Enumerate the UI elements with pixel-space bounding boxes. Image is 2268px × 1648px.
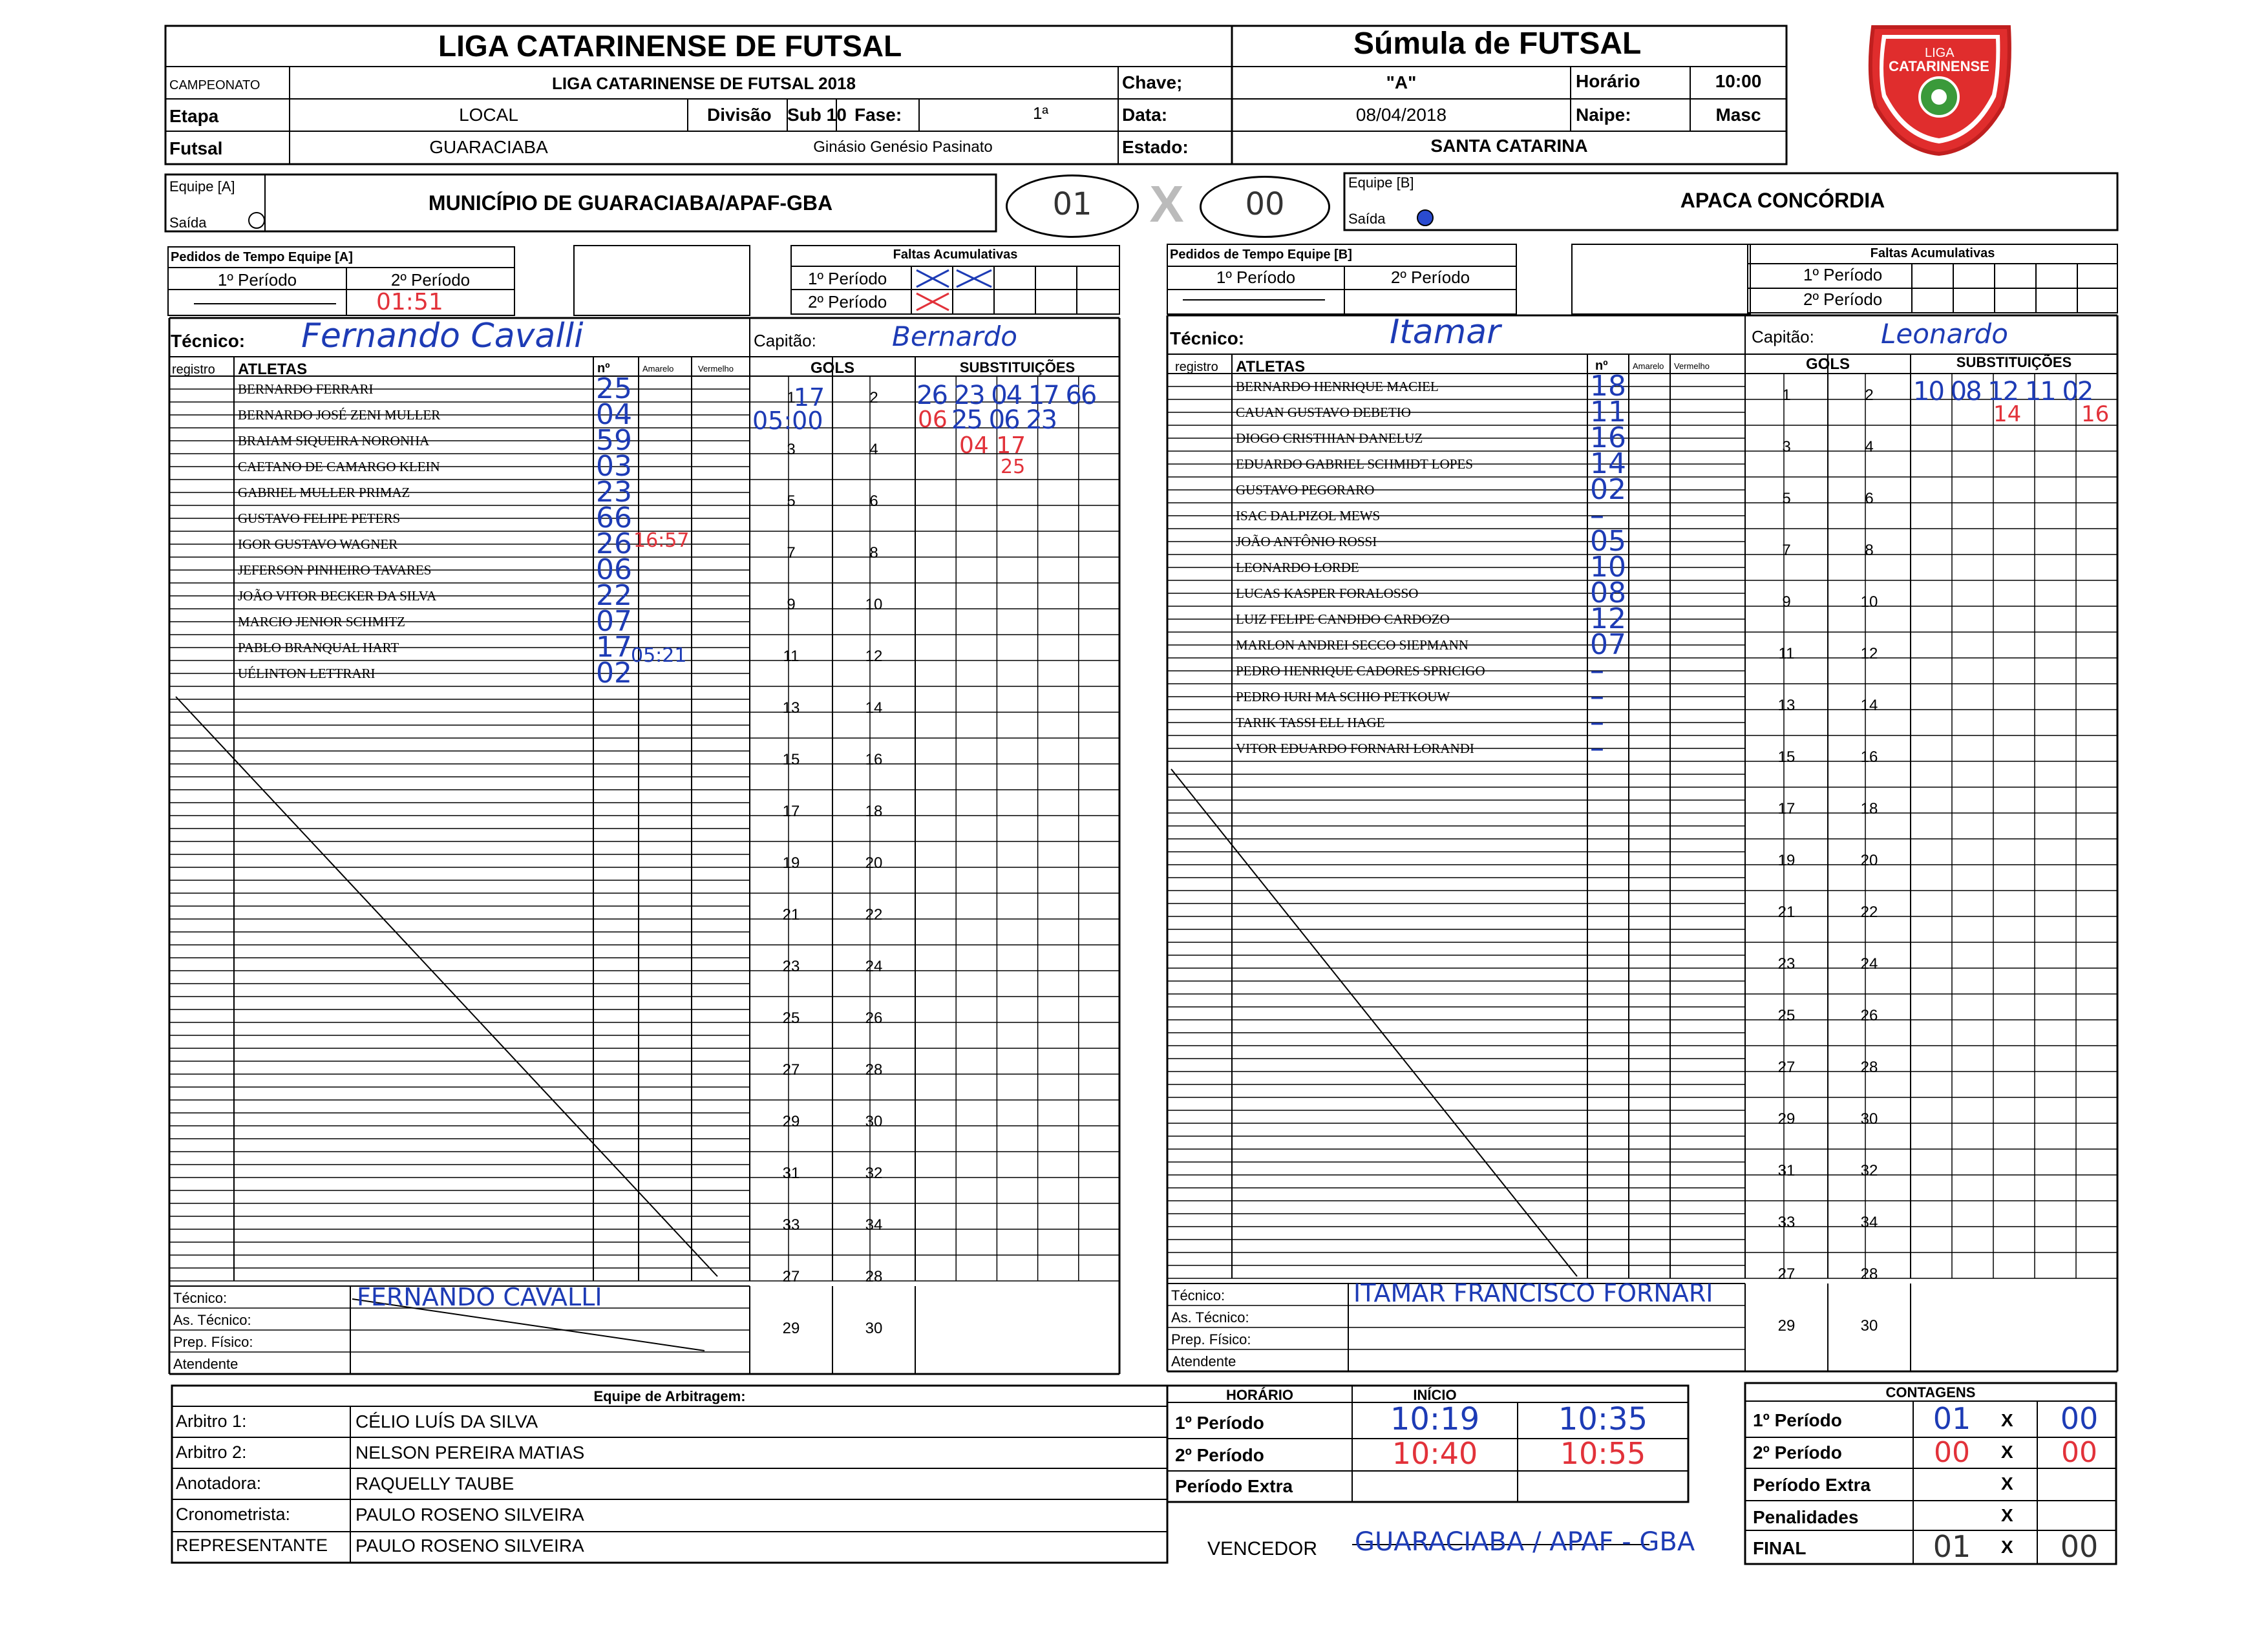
- team-b-amarelo-header: Amarelo: [1633, 361, 1664, 371]
- team-b-name: APACA CONCÓRDIA: [1680, 189, 1885, 212]
- team-b-capitao-label: Capitão:: [1752, 327, 1814, 346]
- player-number: –: [1590, 732, 1604, 765]
- horario-value: 10:00: [1715, 71, 1762, 91]
- p2-score-a: 00: [1934, 1436, 1970, 1469]
- goal-slot-number: 23: [782, 958, 800, 975]
- team-a-saida-radio: [248, 212, 265, 229]
- player-number: 22: [596, 579, 632, 612]
- referee-name: PAULO ROSENO SILVEIRA: [355, 1505, 584, 1525]
- player-name: BERNARDO FERRARI: [238, 381, 374, 397]
- goal-slot-number: 27: [1777, 1265, 1796, 1283]
- team-b-tecnico-signature: Itamar: [1390, 313, 1501, 352]
- goal-slot-number: 11: [1778, 645, 1795, 662]
- referee-role: Cronometrista:: [176, 1505, 291, 1524]
- goal-slot-number: 4: [1865, 438, 1874, 456]
- player-number: 02: [1590, 473, 1626, 506]
- goal-slot-number: 31: [1777, 1162, 1796, 1179]
- estado-value: SANTA CATARINA: [1430, 136, 1588, 156]
- team-a-timeout-1p-label: 1º Período: [217, 270, 297, 290]
- player-number: 16: [1590, 421, 1626, 454]
- goal-slot-number: 9: [787, 596, 796, 613]
- horario-p2-label: 2º Período: [1175, 1445, 1264, 1465]
- team-a-timeout-2p-label: 2º Período: [390, 270, 471, 290]
- player-number: 08: [1590, 576, 1626, 609]
- staff-label: Atendente: [173, 1356, 238, 1372]
- cidade-value: GUARACIABA: [429, 137, 548, 157]
- horario-label: Horário: [1576, 71, 1640, 91]
- staff-label: Prep. Físico:: [173, 1334, 253, 1350]
- goal-slot-number: 9: [1782, 593, 1791, 611]
- goal-slot-number: 31: [782, 1165, 800, 1182]
- team-a-score: 01: [1052, 186, 1092, 222]
- player-name: MARLON ANDREI SECCO SIEPMANN: [1236, 637, 1468, 653]
- referee-role: Anotadora:: [176, 1474, 262, 1493]
- fase-value: 1ª: [1032, 103, 1049, 123]
- goal-slot-number: 34: [1860, 1214, 1878, 1231]
- goal-slot-number: 12: [1860, 645, 1878, 662]
- player-name: LUCAS KASPER FORALOSSO: [1236, 586, 1419, 601]
- team-b-faltas-1p: 1º Período: [1803, 265, 1883, 284]
- team-b-saida: Saída: [1348, 211, 1386, 227]
- team-b-label: Equipe [B]: [1348, 174, 1414, 191]
- referee-name: NELSON PEREIRA MATIAS: [355, 1442, 585, 1463]
- player-name: DIOGO CRISTHIAN DANELUZ: [1236, 430, 1423, 446]
- player-number: 07: [596, 605, 632, 638]
- divisao-value: Sub 10: [787, 105, 847, 125]
- player-number: 18: [1590, 370, 1626, 403]
- team-a-yellow-pablo: 05:21: [631, 644, 687, 667]
- player-name: MARCIO JENIOR SCHMITZ: [238, 614, 406, 629]
- player-name: EDUARDO GABRIEL SCHMIDT LOPES: [1236, 456, 1473, 472]
- goal-slot-number: 11: [783, 648, 800, 665]
- horario-p1-label: 1º Período: [1175, 1413, 1264, 1433]
- contagem-p2-label: 2º Período: [1753, 1442, 1842, 1463]
- goal-slot-number: 27: [782, 1268, 800, 1285]
- goal-slot-number: 28: [865, 1268, 883, 1285]
- goal-slot-number: 32: [1860, 1162, 1878, 1179]
- player-number: 03: [596, 450, 632, 483]
- player-number: 17: [596, 631, 632, 664]
- team-b-timeout-2p-label: 2º Período: [1390, 268, 1470, 287]
- team-a-capitao-signature: Bernardo: [892, 321, 1017, 352]
- team-a-saida: Saída: [169, 215, 207, 231]
- goal-slot-number: 14: [865, 699, 883, 717]
- team-a-goal-time: 05:00: [752, 407, 823, 435]
- contagem-extra-label: Período Extra: [1753, 1475, 1871, 1495]
- goal-slot-number: 16: [865, 751, 883, 768]
- player-number: 66: [596, 502, 632, 534]
- goal-slot-number: 8: [1865, 542, 1874, 559]
- p2-start-time: 10:40: [1392, 1436, 1478, 1471]
- player-number: 07: [1590, 628, 1626, 661]
- player-name: PEDRO IURI MA SCHIO PETKOUW: [1236, 689, 1450, 704]
- sheet-title: Súmula de FUTSAL: [1353, 26, 1642, 61]
- goal-slot-number: 13: [782, 699, 800, 717]
- goal-slot-number: 28: [1860, 1059, 1878, 1076]
- ginasio-value: Ginásio Genésio Pasinato: [813, 138, 993, 156]
- goal-slot-number: 25: [1777, 1007, 1796, 1024]
- goal-slot-number: 4: [869, 441, 878, 458]
- team-b-subs-header: SUBSTITUIÇÕES: [1956, 354, 2072, 370]
- contagem-penalidades-label: Penalidades: [1753, 1507, 1859, 1527]
- goal-slot-number: 15: [782, 751, 800, 768]
- etapa-value: LOCAL: [459, 105, 518, 125]
- league-title: LIGA CATARINENSE DE FUTSAL: [438, 29, 902, 63]
- data-value: 08/04/2018: [1355, 105, 1447, 125]
- p1-score-b: 00: [2060, 1401, 2099, 1436]
- goal-slot-number: 28: [1860, 1265, 1878, 1283]
- staff-label: Técnico:: [1171, 1287, 1225, 1304]
- contagem-p1-label: 1º Período: [1753, 1410, 1842, 1430]
- player-name: BERNARDO JOSÉ ZENI MULLER: [238, 407, 441, 423]
- team-b-staff-tecnico: ITAMAR FRANCISCO FORNARI: [1353, 1279, 1713, 1307]
- team-a-name: MUNICÍPIO DE GUARACIABA/APAF-GBA: [428, 191, 833, 215]
- goal-slot-number: 30: [865, 1320, 883, 1337]
- goal-slot-number: 29: [782, 1113, 800, 1130]
- referee-role: Arbitro 1:: [176, 1411, 247, 1431]
- team-b-faltas-2p: 2º Período: [1803, 290, 1883, 309]
- futsal-label: Futsal: [169, 138, 223, 158]
- player-number: 05: [1590, 525, 1626, 558]
- divisao-label: Divisão: [707, 105, 772, 125]
- goal-slot-number: 30: [865, 1113, 883, 1130]
- goal-slot-number: 29: [1777, 1110, 1796, 1128]
- goal-slot-number: 6: [869, 492, 878, 510]
- player-name: UÉLINTON LETTRARI: [238, 666, 376, 681]
- staff-label: As. Técnico:: [173, 1312, 251, 1328]
- team-b-subs-row2b: 16: [2081, 401, 2110, 427]
- goal-slot-number: 19: [782, 854, 800, 872]
- player-name: CAUAN GUSTAVO DEBETIO: [1236, 405, 1411, 420]
- contagem-x-mark: X: [2001, 1505, 2013, 1525]
- goal-slot-number: 16: [1860, 748, 1878, 766]
- player-number: 12: [1590, 602, 1626, 635]
- contagem-x-mark: X: [2001, 1442, 2013, 1462]
- staff-label: Prep. Físico:: [1171, 1331, 1251, 1347]
- versus-mark: X: [1149, 175, 1184, 233]
- goal-slot-number: 32: [865, 1165, 883, 1182]
- goal-slot-number: 25: [782, 1009, 800, 1027]
- staff-label: As. Técnico:: [1171, 1309, 1249, 1326]
- p2-end-time: 10:55: [1560, 1436, 1646, 1471]
- team-b-timeouts-label: Pedidos de Tempo Equipe [B]: [1170, 248, 1352, 262]
- campeonato-label: CAMPEONATO: [169, 78, 260, 92]
- player-name: TARIK TASSI ELL HAGE: [1236, 715, 1385, 730]
- contagens-header: CONTAGENS: [1885, 1384, 1976, 1400]
- vencedor-label: VENCEDOR: [1207, 1538, 1318, 1559]
- team-b-timeout-1p-label: 1º Período: [1216, 268, 1296, 287]
- team-a-subs-row3: 04 17: [959, 432, 1026, 459]
- team-a-gols-header: GOLS: [810, 359, 854, 377]
- logo-small-text: LIGA: [1925, 46, 1955, 60]
- goal-slot-number: 17: [1777, 800, 1796, 818]
- final-score-a: 01: [1933, 1529, 1971, 1564]
- goal-slot-number: 5: [787, 492, 796, 510]
- goal-slot-number: 20: [1860, 852, 1878, 869]
- goal-slot-number: 22: [865, 906, 883, 924]
- goal-slot-number: 27: [1777, 1059, 1796, 1076]
- referee-role: REPRESENTANTE: [176, 1536, 328, 1555]
- team-a-subs-row1: 26 23 04 17 66: [917, 381, 1096, 410]
- team-b-registro-header: registro: [1175, 360, 1218, 374]
- p1-score-a: 01: [1933, 1401, 1971, 1436]
- goal-slot-number: 24: [865, 958, 883, 975]
- player-name: BRAIAM SIQUEIRA NORONHA: [238, 433, 430, 449]
- goal-slot-number: 30: [1860, 1110, 1878, 1128]
- team-b-numero-header: nº: [1595, 359, 1608, 373]
- goal-slot-number: 1: [1782, 386, 1791, 404]
- team-b-saida-radio: [1417, 209, 1434, 226]
- goal-slot-number: 30: [1860, 1317, 1878, 1335]
- goal-slot-number: 29: [782, 1320, 800, 1337]
- team-b-tecnico-label: Técnico:: [1170, 328, 1245, 348]
- player-number: –: [1590, 654, 1604, 687]
- team-b-subs-row2a: 14: [1993, 401, 2022, 427]
- chave-label: Chave;: [1122, 72, 1183, 92]
- player-number: 04: [596, 398, 632, 431]
- goal-slot-number: 15: [1777, 748, 1796, 766]
- player-name: IGOR GUSTAVO WAGNER: [238, 536, 398, 552]
- naipe-label: Naipe:: [1576, 105, 1631, 125]
- estado-label: Estado:: [1122, 137, 1189, 157]
- goal-slot-number: 21: [782, 906, 800, 924]
- final-score-b: 00: [2060, 1529, 2099, 1564]
- player-name: JEFERSON PINHEIRO TAVARES: [238, 562, 432, 578]
- arbitragem-title: Equipe de Arbitragem:: [593, 1388, 746, 1404]
- team-b-atletas-header: ATLETAS: [1236, 358, 1306, 375]
- team-b-score: 00: [1245, 186, 1285, 222]
- p1-end-time: 10:35: [1558, 1401, 1648, 1437]
- team-a-atletas-header: ATLETAS: [238, 361, 308, 378]
- team-a-faltas-label: Faltas Acumulativas: [893, 248, 1018, 262]
- contagem-x-mark: X: [2001, 1537, 2013, 1557]
- player-number: –: [1590, 499, 1604, 532]
- goal-slot-number: 10: [865, 596, 883, 613]
- team-a-registro-header: registro: [172, 363, 215, 377]
- team-a-faltas-1p: 1º Período: [808, 269, 887, 288]
- player-number: –: [1590, 706, 1604, 739]
- chave-value: "A": [1386, 72, 1417, 92]
- logo-text: CATARINENSE: [1889, 58, 1989, 74]
- goal-slot-number: 1: [787, 389, 796, 407]
- goal-slot-number: 18: [1860, 800, 1878, 818]
- referee-name: RAQUELLY TAUBE: [355, 1474, 514, 1494]
- goal-slot-number: 33: [1777, 1214, 1796, 1231]
- referee-role: Arbitro 2:: [176, 1442, 247, 1462]
- team-a-tecnico-signature: Fernando Cavalli: [301, 317, 584, 355]
- team-a-capitao-label: Capitão:: [754, 331, 816, 350]
- team-a-amarelo-header: Amarelo: [642, 364, 674, 374]
- player-name: LUIZ FELIPE CANDIDO CARDOZO: [1236, 611, 1450, 627]
- team-b-capitao-signature: Leonardo: [1881, 318, 2008, 350]
- inicio-header: INÍCIO: [1413, 1387, 1457, 1403]
- player-number: 14: [1590, 447, 1626, 480]
- goal-slot-number: 2: [869, 389, 878, 407]
- contagem-final-label: FINAL: [1753, 1538, 1807, 1558]
- team-b-faltas-label: Faltas Acumulativas: [1870, 246, 1995, 260]
- goal-slot-number: 7: [1782, 542, 1791, 559]
- player-name: LEONARDO LORDE: [1236, 560, 1359, 575]
- player-number: 06: [596, 553, 632, 586]
- p2-score-b: 00: [2061, 1436, 2097, 1469]
- player-name: GUSTAVO FELIPE PETERS: [238, 511, 401, 526]
- naipe-value: Masc: [1715, 105, 1761, 125]
- team-a-vermelho-header: Vermelho: [698, 364, 734, 374]
- team-a-subs-row2b: 25 06 23: [951, 405, 1057, 435]
- goal-slot-number: 20: [865, 854, 883, 872]
- player-number: 25: [596, 372, 632, 405]
- team-a-timeout-2p-value: 01:51: [376, 289, 443, 315]
- goal-slot-number: 17: [782, 803, 800, 820]
- player-name: PABLO BRANQUAL HART: [238, 640, 399, 655]
- team-a-timeouts-label: Pedidos de Tempo Equipe [A]: [171, 250, 353, 264]
- goal-slot-number: 7: [787, 544, 796, 562]
- goal-slot-number: 8: [869, 544, 878, 562]
- player-name: GABRIEL MULLER PRIMAZ: [238, 485, 410, 500]
- goal-slot-number: 5: [1782, 490, 1791, 507]
- goal-slot-number: 13: [1777, 697, 1796, 714]
- referee-name: CÉLIO LUÍS DA SILVA: [355, 1411, 538, 1431]
- campeonato-value: LIGA CATARINENSE DE FUTSAL 2018: [552, 74, 856, 93]
- player-name: PEDRO HENRIQUE CADORES SPRICIGO: [1236, 663, 1485, 679]
- team-a-numero-header: nº: [597, 361, 610, 375]
- goal-slot-number: 34: [865, 1216, 883, 1234]
- goal-slot-number: 23: [1777, 955, 1796, 973]
- team-b-subs-row1: 10 08 12 11 02: [1913, 377, 2093, 407]
- team-a-yellow-igor: 16:57: [633, 529, 690, 552]
- player-number: 10: [1590, 551, 1626, 584]
- player-number: 11: [1590, 396, 1626, 428]
- player-number: –: [1590, 680, 1604, 713]
- team-a-faltas-2p: 2º Período: [808, 292, 887, 312]
- goal-slot-number: 33: [782, 1216, 800, 1234]
- team-a-staff-tecnico: FERNANDO CAVALLI: [357, 1283, 602, 1311]
- staff-label: Técnico:: [173, 1290, 228, 1306]
- team-a-label: Equipe [A]: [169, 178, 235, 195]
- goal-slot-number: 10: [1860, 593, 1878, 611]
- goal-slot-number: 26: [1860, 1007, 1878, 1024]
- player-name: JOÃO VITOR BECKER DA SILVA: [238, 588, 437, 604]
- player-number: 02: [596, 657, 632, 690]
- horario-header: HORÁRIO: [1226, 1387, 1293, 1403]
- team-a-subs-header: SUBSTITUIÇÕES: [959, 359, 1076, 375]
- goal-slot-number: 22: [1860, 903, 1878, 921]
- goal-slot-number: 29: [1777, 1317, 1796, 1335]
- goal-slot-number: 27: [782, 1061, 800, 1079]
- team-a-tecnico-label: Técnico:: [171, 331, 246, 351]
- player-name: CAETANO DE CAMARGO KLEIN: [238, 459, 440, 474]
- p1-start-time: 10:19: [1390, 1401, 1480, 1437]
- player-name: BERNARDO HENRIQUE MACIEL: [1236, 379, 1439, 394]
- team-a-subs-row2a: 06: [918, 407, 948, 433]
- goal-slot-number: 24: [1860, 955, 1878, 973]
- team-a-goal-scorer: 17: [793, 383, 825, 412]
- goal-slot-number: 2: [1865, 386, 1874, 404]
- team-b-gols-header: GOLS: [1805, 355, 1850, 373]
- horario-extra-label: Período Extra: [1175, 1476, 1293, 1496]
- goal-slot-number: 21: [1777, 903, 1796, 921]
- goal-slot-number: 14: [1860, 697, 1878, 714]
- contagem-x-mark: X: [2001, 1410, 2013, 1430]
- vencedor-value: GUARACIABA / APAF - GBA: [1355, 1527, 1695, 1557]
- goal-slot-number: 19: [1777, 852, 1796, 869]
- referee-name: PAULO ROSENO SILVEIRA: [355, 1536, 584, 1556]
- etapa-label: Etapa: [169, 106, 219, 126]
- goal-slot-number: 3: [787, 441, 796, 458]
- staff-label: Atendente: [1171, 1353, 1236, 1369]
- team-a-subs-row4: 25: [1001, 456, 1026, 478]
- goal-slot-number: 12: [865, 648, 883, 665]
- team-b-vermelho-header: Vermelho: [1674, 361, 1710, 371]
- contagem-x-mark: X: [2001, 1474, 2013, 1494]
- goal-slot-number: 18: [865, 803, 883, 820]
- goal-slot-number: 3: [1782, 438, 1791, 456]
- goal-slot-number: 28: [865, 1061, 883, 1079]
- player-name: VITOR EDUARDO FORNARI LORANDI: [1236, 741, 1474, 756]
- player-name: ISAC DALPIZOL MEWS: [1236, 508, 1381, 523]
- player-number: 26: [596, 527, 632, 560]
- player-name: GUSTAVO PEGORARO: [1236, 482, 1375, 498]
- fase-label: Fase:: [854, 105, 902, 125]
- data-label: Data:: [1122, 105, 1168, 125]
- player-number: 23: [596, 476, 632, 509]
- goal-slot-number: 26: [865, 1009, 883, 1027]
- player-name: JOÃO ANTÔNIO ROSSI: [1236, 534, 1377, 549]
- goal-slot-number: 6: [1865, 490, 1874, 507]
- player-number: 59: [596, 424, 632, 457]
